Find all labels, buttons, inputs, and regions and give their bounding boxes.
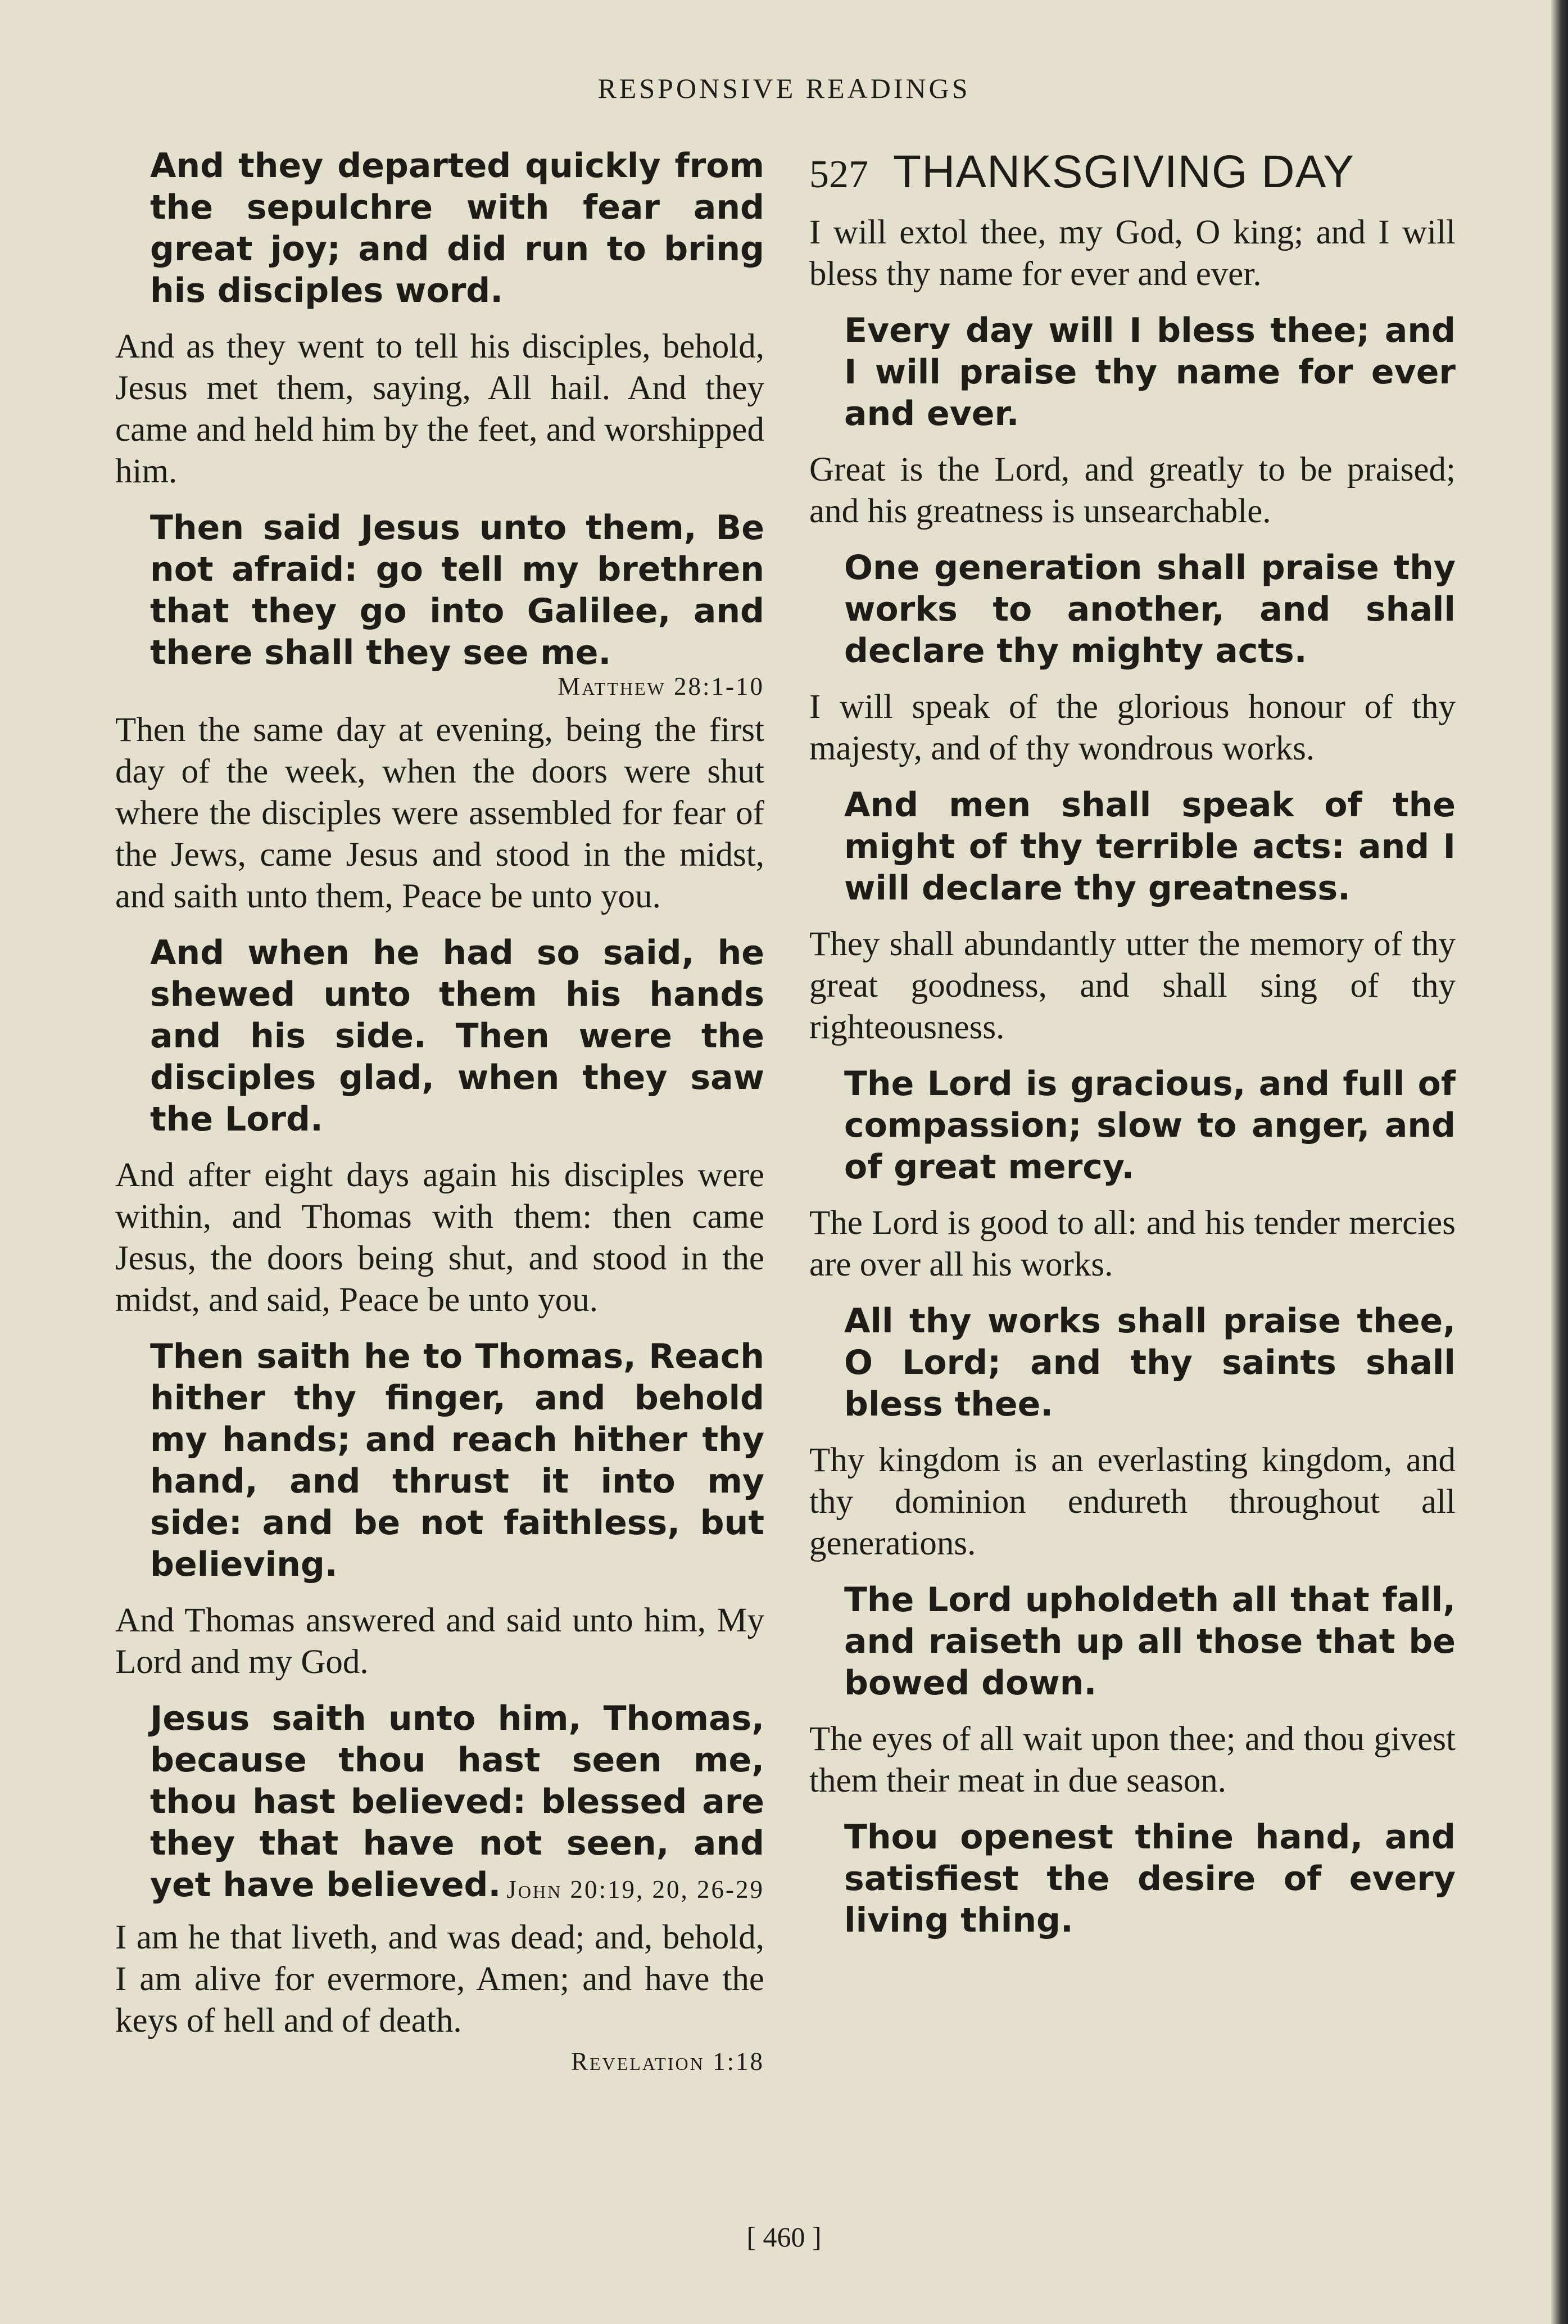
reading-heading	[809, 145, 1456, 202]
response-paragraph: Thou openest thine hand, and satisfiest the desire of every living thing.	[844, 1817, 1456, 1940]
reading-paragraph: The Lord is good to all: and his tender mercies are over all his works.	[809, 1204, 1456, 1283]
running-head: RESPONSIVE READINGS	[597, 73, 971, 104]
reading-paragraph: I am he that liveth, and was dead; and, behold, I am alive for evermore, Amen; and have the keys of hell and of death.	[115, 1919, 764, 2040]
response-paragraph: The Lord is gracious, and full of compassion; slow to anger, and of great mercy.	[844, 1064, 1456, 1187]
reading-paragraph: I will extol thee, my God, O king; and I will bless thy name for ever and ever.	[809, 214, 1456, 293]
scripture-citation: John 20:19, 20, 26-29	[506, 1875, 764, 1903]
reading-paragraph: They shall abundantly utter the memory of thy great goodness, and shall sing of thy righteousness.	[809, 925, 1456, 1046]
scripture-citation: Revelation 1:18	[570, 2047, 764, 2076]
reading-paragraph: And after eight days again his disciples were within, and Thomas with them: then came Jesus, the doors being shut, and stood in the midst, and said, Peace be unto you.	[115, 1156, 764, 1319]
response-paragraph: Then said Jesus unto them, Be not afraid: go tell my brethren that they go into Galilee, and there shall they see me.	[150, 508, 764, 672]
reading-paragraph: And as they went to tell his disciples, behold, Jesus met them, saying, All hail. And they came and held him by the feet, and worshipped him.	[115, 328, 764, 490]
response-paragraph: One generation shall praise thy works to another, and shall declare thy mighty acts.	[844, 548, 1456, 671]
reading-paragraph: I will speak of the glorious honour of thy majesty, and of thy wondrous works.	[809, 688, 1456, 767]
right-column	[809, 145, 1456, 1956]
left-column	[115, 145, 764, 2085]
page-number: [ 460 ]	[746, 2221, 822, 2253]
reading-paragraph: And Thomas answered and said unto him, My Lord and my God.	[115, 1602, 764, 1681]
reading-paragraph: Then the same day at evening, being the first day of the week, when the doors were shut where the disciples were assembled for fear of the Jews, came Jesus and stood in the midst, and saith unto them, Peace be unto you.	[115, 711, 764, 915]
response-paragraph	[150, 1698, 764, 1906]
response-paragraph: And they departed quickly from the sepulchre with fear and great joy; and did run to bring his disciples word.	[150, 146, 764, 310]
response-paragraph: And when he had so said, he shewed unto them his hands and his side. Then were the disciples glad, when they saw the Lord.	[150, 933, 764, 1139]
response-paragraph: All thy works shall praise thee, O Lord; and thy saints shall bless thee.	[844, 1301, 1456, 1424]
scripture-citation: Matthew 28:1-10	[558, 672, 764, 700]
response-text: Jesus saith unto him, Thomas, because thou hast seen me, thou hast believed: blessed are they that have not seen, and yet have believed.	[150, 1699, 764, 1905]
reading-title: THANKSGIVING DAY	[893, 146, 1354, 197]
response-paragraph: And men shall speak of the might of thy terrible acts: and I will declare thy greatness.	[844, 785, 1456, 908]
response-paragraph: The Lord upholdeth all that fall, and raiseth up all those that be bowed down.	[844, 1580, 1456, 1703]
reading-number: 527	[809, 153, 868, 196]
reading-paragraph: Great is the Lord, and greatly to be praised; and his greatness is unsearchable.	[809, 451, 1456, 530]
reading-paragraph: The eyes of all wait upon thee; and thou givest them their meat in due season.	[809, 1720, 1456, 1799]
reading-paragraph: Thy kingdom is an everlasting kingdom, and thy dominion endureth throughout all generations.	[809, 1441, 1456, 1562]
page-edge	[1551, 0, 1568, 2324]
response-paragraph: Every day will I bless thee; and I will praise thy name for ever and ever.	[844, 311, 1456, 433]
response-paragraph: Then saith he to Thomas, Reach hither thy finger, and behold my hands; and reach hither thy hand, and thrust it into my side: and be not faithless, but believing.	[150, 1337, 764, 1584]
